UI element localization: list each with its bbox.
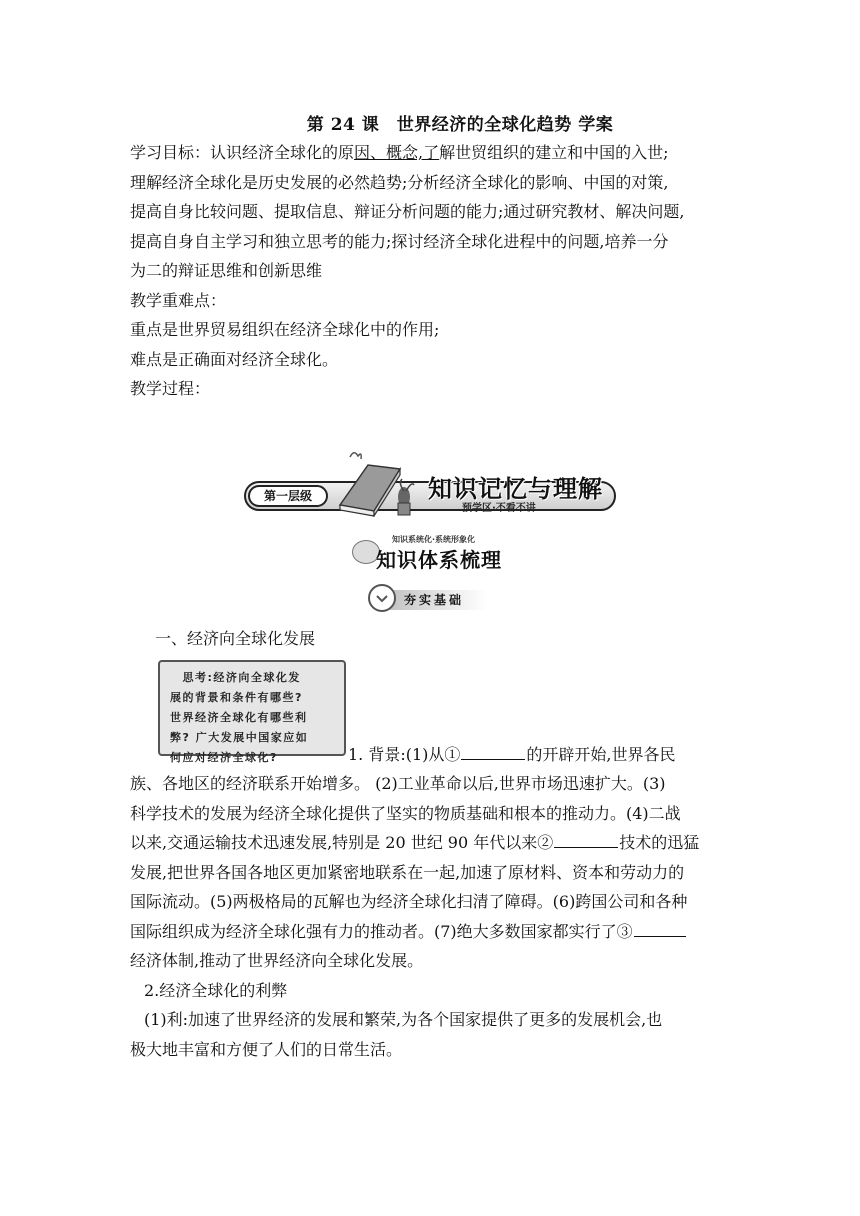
thinking-box bbox=[158, 660, 346, 764]
objectives-underlined-text: 因、概念,了 bbox=[354, 143, 440, 162]
process-heading: 教学过程： bbox=[130, 379, 211, 398]
system-small-caption: 知识系统化·系统形象化 bbox=[392, 535, 476, 544]
background-line: 经济体制,推动了世界经济向全球化发展。 bbox=[130, 951, 424, 970]
background-text: 的开辟开始,世界各民 bbox=[526, 745, 676, 764]
pros-line: 极大地丰富和方便了人们的日常生活。 bbox=[130, 1039, 403, 1059]
background-line: 族、各地区的经济联系开始增多。 (2)工业革命以后,世界市场迅速扩大。(3) bbox=[130, 774, 666, 793]
fill-blank-3[interactable] bbox=[634, 918, 686, 937]
think-line: 思考:经济向全球化发 bbox=[170, 671, 301, 684]
background-text: 1. 背景:(1)从① bbox=[348, 745, 461, 764]
objectives-text: 解世贸组织的建立和中国的入世; bbox=[439, 143, 669, 162]
fill-blank-2[interactable] bbox=[554, 829, 618, 848]
background-line bbox=[130, 828, 732, 858]
background-text: 技术的迅猛 bbox=[619, 833, 700, 852]
background-line-1 bbox=[348, 740, 738, 770]
background-line bbox=[130, 917, 732, 947]
page-title: 第 24 课 世界经济的全球化趋势 学案 bbox=[306, 115, 614, 135]
objectives-line-5: 为二的辩证思维和创新思维 bbox=[130, 261, 323, 280]
background-line: 国际流动。(5)两极格局的瓦解也为经济全球化扫清了障碍。(6)跨国公司和各种 bbox=[130, 892, 688, 911]
learning-objectives bbox=[130, 138, 732, 404]
think-line: 展的背景和条件有哪些? bbox=[170, 691, 303, 704]
background-line: 科学技术的发展为经济全球化提供了坚实的物质基础和根本的推动力。(4)二战 bbox=[130, 803, 681, 823]
objectives-line-2: 理解经济全球化是历史发展的必然趋势;分析经济全球化的影响、中国的对策, bbox=[130, 172, 669, 192]
section-1-heading: 一、经济向全球化发展 bbox=[155, 629, 316, 648]
background-line: 发展,把世界各国各地区更加紧密地联系在一起,加速了原材料、资本和劳动力的 bbox=[130, 862, 685, 882]
chevron-circle-icon bbox=[368, 584, 396, 612]
banner-title: 知识记忆与理解 bbox=[428, 475, 603, 503]
think-line: 何应对经济全球化? bbox=[170, 751, 278, 764]
system-title: 知识体系梳理 bbox=[376, 548, 502, 572]
foundation-text: 夯实基础 bbox=[404, 593, 465, 607]
difficult-point: 难点是正确面对经济全球化。 bbox=[130, 349, 339, 369]
book-plant-icon bbox=[328, 447, 418, 517]
key-points-heading: 教学重难点： bbox=[130, 290, 227, 310]
objectives-line-3: 提高自身比较问题、提取信息、辩证分析问题的能力;通过研究教材、解决问题, bbox=[130, 202, 685, 221]
objectives-text: 学习目标：认识经济全球化的原 bbox=[130, 143, 355, 162]
foundation-label bbox=[368, 584, 492, 614]
pros-cons-heading: 2.经济全球化的利弊 bbox=[144, 980, 288, 1000]
key-point: 重点是世界贸易组织在经济全球化中的作用; bbox=[130, 320, 440, 339]
background-text: 以来,交通运输技术迅速发展,特别是 20 世纪 90 年代以来② bbox=[130, 833, 554, 852]
think-line: 弊? 广大发展中国家应如 bbox=[170, 731, 309, 744]
objectives-line-1 bbox=[130, 138, 732, 168]
level-banner bbox=[240, 445, 620, 523]
objectives-line-4: 提高自身自主学习和独立思考的能力;探讨经济全球化进程中的问题,培养一分 bbox=[130, 231, 669, 251]
background-paragraph bbox=[130, 769, 732, 1064]
fill-blank-1[interactable] bbox=[461, 741, 525, 760]
knowledge-system-heading bbox=[352, 534, 512, 574]
pros-line: (1)利:加速了世界经济的发展和繁荣,为各个国家提供了更多的发展机会,也 bbox=[144, 1010, 663, 1029]
background-text: 国际组织成为经济全球化强有力的推动者。(7)绝大多数国家都实行了③ bbox=[130, 921, 633, 941]
think-line: 世界经济全球化有哪些利 bbox=[170, 711, 308, 724]
banner-subtitle: 预学区·不看不讲 bbox=[462, 503, 536, 514]
level-label: 第一层级 bbox=[248, 485, 328, 507]
